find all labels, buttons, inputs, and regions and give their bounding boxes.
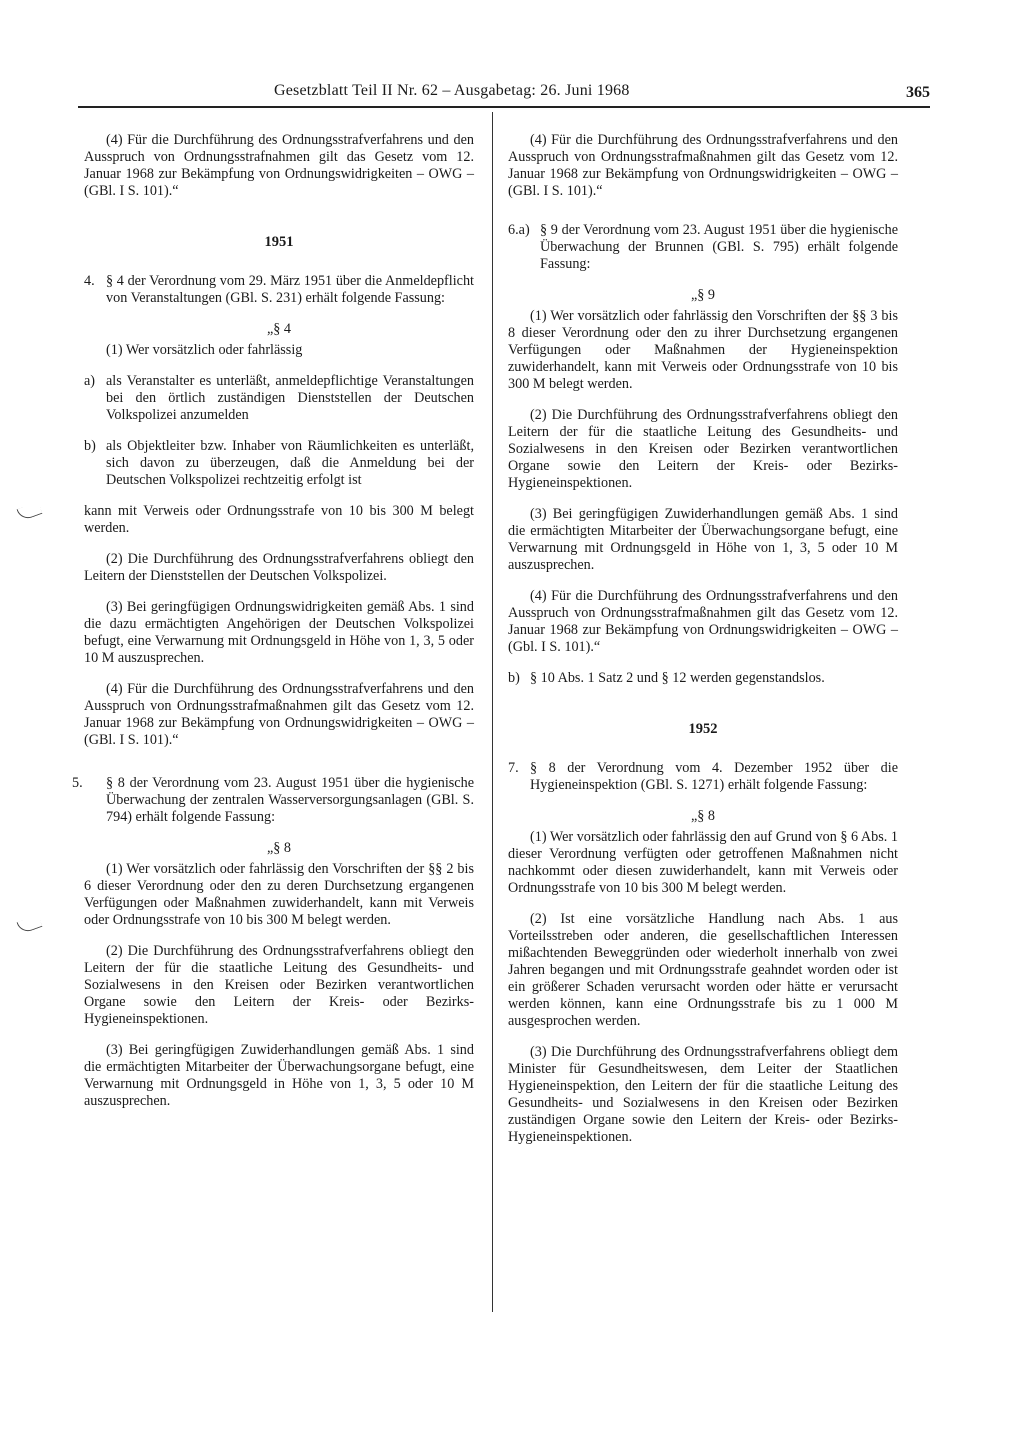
section-heading: „§ 8: [690, 808, 716, 824]
paragraph: (2) Die Durchführung des Ordnungsstrafverfahrens obliegt den Leitern der Dienststellen der Deutschen Volkspolizei.: [84, 551, 474, 584]
sub-item: [84, 373, 474, 424]
paragraph: (4) Für die Durchführung des Ordnungsstrafverfahrens und den Ausspruch von Ordnungsstrafnahmen gilt das Gesetz vom 12. Januar 1968 zur Bekämpfung von Ordnungswidrigkeiten – OWG – (GBl. I S. 101).“: [84, 132, 474, 199]
paragraph: kann mit Verweis oder Ordnungsstrafe von 10 bis 300 M belegt werden.: [84, 503, 474, 536]
section-heading: „§ 4: [266, 321, 292, 337]
page-number: 365: [906, 84, 930, 101]
left-column: [72, 132, 474, 1124]
paragraph: (3) Die Durchführung des Ordnungsstrafverfahrens obliegt dem Minister für Gesundheitswesen, dem Leiter der Staatlichen Hygieneinspektion, den Leitern der für die staatliche Leitung des Gesundheits- und Sozialwesens in den Kreisen oder Bezirken zuständigen Organe sowie den Leitern der Kreis- oder Bezirks-Hygieneinspektionen.: [508, 1044, 898, 1145]
section-heading: „§ 9: [690, 287, 716, 303]
paragraph: (1) Wer vorsätzlich oder fahrlässig den Vorschriften der §§ 2 bis 6 dieser Verordnung oder den zu deren Durchsetzung ergangenen Verfügungen oder Maßnahmen zuwiderhandelt, kann mit Verweis oder Ordnungsstrafe von 10 bis 300 M belegt werden.: [84, 861, 474, 928]
paragraph: (4) Für die Durchführung des Ordnungsstrafverfahrens und den Ausspruch von Ordnungsstrafmaßnahmen gilt das Gesetz vom 12. Januar 1968 zur Bekämpfung von Ordnungswidrigkeiten – OWG – (GBl. I S. 101).“: [84, 681, 474, 748]
item-number: 4.: [84, 273, 95, 289]
margin-mark: [16, 501, 42, 521]
list-item: [508, 670, 898, 687]
paragraph: (1) Wer vorsätzlich oder fahrlässig den auf Grund von § 6 Abs. 1 dieser Verordnung verfügten oder getroffenen Maßnahmen nicht nachkommt oder diesen zuwiderhandelt, kann mit Verweis oder Ordnungsstrafe von 10 bis 300 M belegt werden.: [508, 829, 898, 896]
paragraph: (2) Die Durchführung des Ordnungsstrafverfahrens obliegt den Leitern der für die staatliche Leitung des Gesundheits- und Sozialwesens in den Kreisen oder Bezirken verantwortlichen Organe sowie den Leitern der Kreis- oder Bezirks-Hygieneinspektionen.: [84, 943, 474, 1027]
header-rule: [78, 106, 930, 108]
list-item: [84, 273, 474, 307]
sub-item: [84, 438, 474, 489]
item-number: 7.: [508, 760, 519, 776]
sub-item-label: b): [84, 438, 96, 454]
paragraph: (3) Bei geringfügigen Ordnungswidrigkeiten gemäß Abs. 1 sind die dazu ermächtigten Angehörigen der Deutschen Volkspolizei befugt, eine Verwarnung mit Ordnungsgeld in Höhe von 1, 3, 5 oder 10 M auszusprechen.: [84, 599, 474, 666]
paragraph: (1) Wer vorsätzlich oder fahrlässig: [106, 342, 303, 358]
right-column: [508, 132, 898, 1160]
header-title: Gesetzblatt Teil II Nr. 62 – Ausgabetag: 26. Juni 1968: [274, 82, 630, 99]
list-item: [508, 222, 898, 273]
paragraph: (2) Die Durchführung des Ordnungsstrafverfahrens obliegt den Leitern der für die staatliche Leitung des Gesundheits- und Sozialwesens in den Kreisen oder Bezirken verantwortlichen Organe sowie den Leitern der Kreis- oder Bezirks-Hygieneinspektionen.: [508, 407, 898, 491]
column-divider: [492, 112, 493, 1312]
item-text: § 8 der Verordnung vom 23. August 1951 über die hygienische Überwachung der zentralen Wasserversorgungsanlagen (GBl. S. 794) erhält folgende Fassung:: [106, 775, 474, 825]
page-header: [78, 80, 930, 106]
year-heading: 1952: [688, 721, 718, 737]
paragraph: (4) Für die Durchführung des Ordnungsstrafverfahrens und den Ausspruch von Ordnungsstrafmaßnahmen gilt das Gesetz vom 12. Januar 1968 zur Bekämpfung von Ordnungswidrigkeiten – OWG – (Gbl. I S. 101).“: [508, 588, 898, 655]
paragraph: (4) Für die Durchführung des Ordnungsstrafverfahrens und den Ausspruch von Ordnungsstrafmaßnahmen gilt das Gesetz vom 12. Januar 1968 zur Bekämpfung von Ordnungswidrigkeiten – OWG – (GBl. I S. 101).“: [508, 132, 898, 199]
paragraph: (3) Bei geringfügigen Zuwiderhandlungen gemäß Abs. 1 sind die ermächtigten Mitarbeiter der Überwachungsorgane befugt, eine Verwarnung mit Ordnungsgeld in Höhe von 1, 3, 5 oder 10 M auszusprechen.: [84, 1042, 474, 1109]
paragraph: (1) Wer vorsätzlich oder fahrlässig den Vorschriften der §§ 3 bis 8 dieser Verordnung oder den zu ihrer Durchsetzung ergangenen Verfügungen oder Maßnahmen der Hygieneinspektion zuwiderhandelt, kann mit Verweis oder Ordnungsstrafe von 10 bis 300 M belegt werden.: [508, 308, 898, 392]
item-text: § 4 der Verordnung vom 29. März 1951 über die Anmeldepflicht von Veranstaltungen (GBl. S. 231) erhält folgende Fassung:: [106, 273, 474, 306]
list-item: [72, 775, 474, 826]
item-text: § 10 Abs. 1 Satz 2 und § 12 werden gegenstandslos.: [530, 670, 825, 686]
year-heading: 1951: [264, 234, 294, 250]
item-number: 6.a): [508, 222, 530, 238]
margin-mark: [16, 914, 42, 934]
paragraph: (2) Ist eine vorsätzliche Handlung nach Abs. 1 aus Vorteilsstreben oder anderen, die gesellschaftlichen Interessen mißachtenden Beweggründen oder wiederholt innerhalb von zwei Jahren begangen und mit Ordnungsstrafe geahndet worden oder ist ein größerer Schaden verursacht worden oder hätte er verursacht werden können, kann eine Ordnungsstrafe bis zu 1 000 M ausgesprochen werden.: [508, 911, 898, 1029]
list-item: [508, 760, 898, 794]
sub-item-label: a): [84, 373, 96, 389]
item-text: § 8 der Verordnung vom 4. Dezember 1952 über die Hygieneinspektion (GBl. S. 1271) erhält folgende Fassung:: [530, 760, 898, 793]
sub-item-text: als Objektleiter bzw. Inhaber von Räumlichkeiten es unterläßt, sich davon zu überzeugen, daß die Anmeldung bei der Deutschen Volkspolizei rechtzeitig erfolgt ist: [106, 438, 474, 488]
section-heading: „§ 8: [266, 840, 292, 856]
item-number: b): [508, 670, 520, 686]
paragraph: (3) Bei geringfügigen Zuwiderhandlungen gemäß Abs. 1 sind die ermächtigten Mitarbeiter der Überwachungsorgane befugt, eine Verwarnung mit Ordnungsgeld in Höhe von 1, 3, 5 oder 10 M auszusprechen.: [508, 506, 898, 573]
item-text: § 9 der Verordnung vom 23. August 1951 über die hygienische Überwachung der Brunnen (GBl. S. 795) erhält folgende Fassung:: [540, 222, 898, 272]
sub-item-text: als Veranstalter es unterläßt, anmeldepflichtige Veranstaltungen bei den örtlich zuständigen Dienststellen der Deutschen Volkspolizei anzumelden: [106, 373, 474, 423]
item-number: 5.: [72, 775, 83, 791]
